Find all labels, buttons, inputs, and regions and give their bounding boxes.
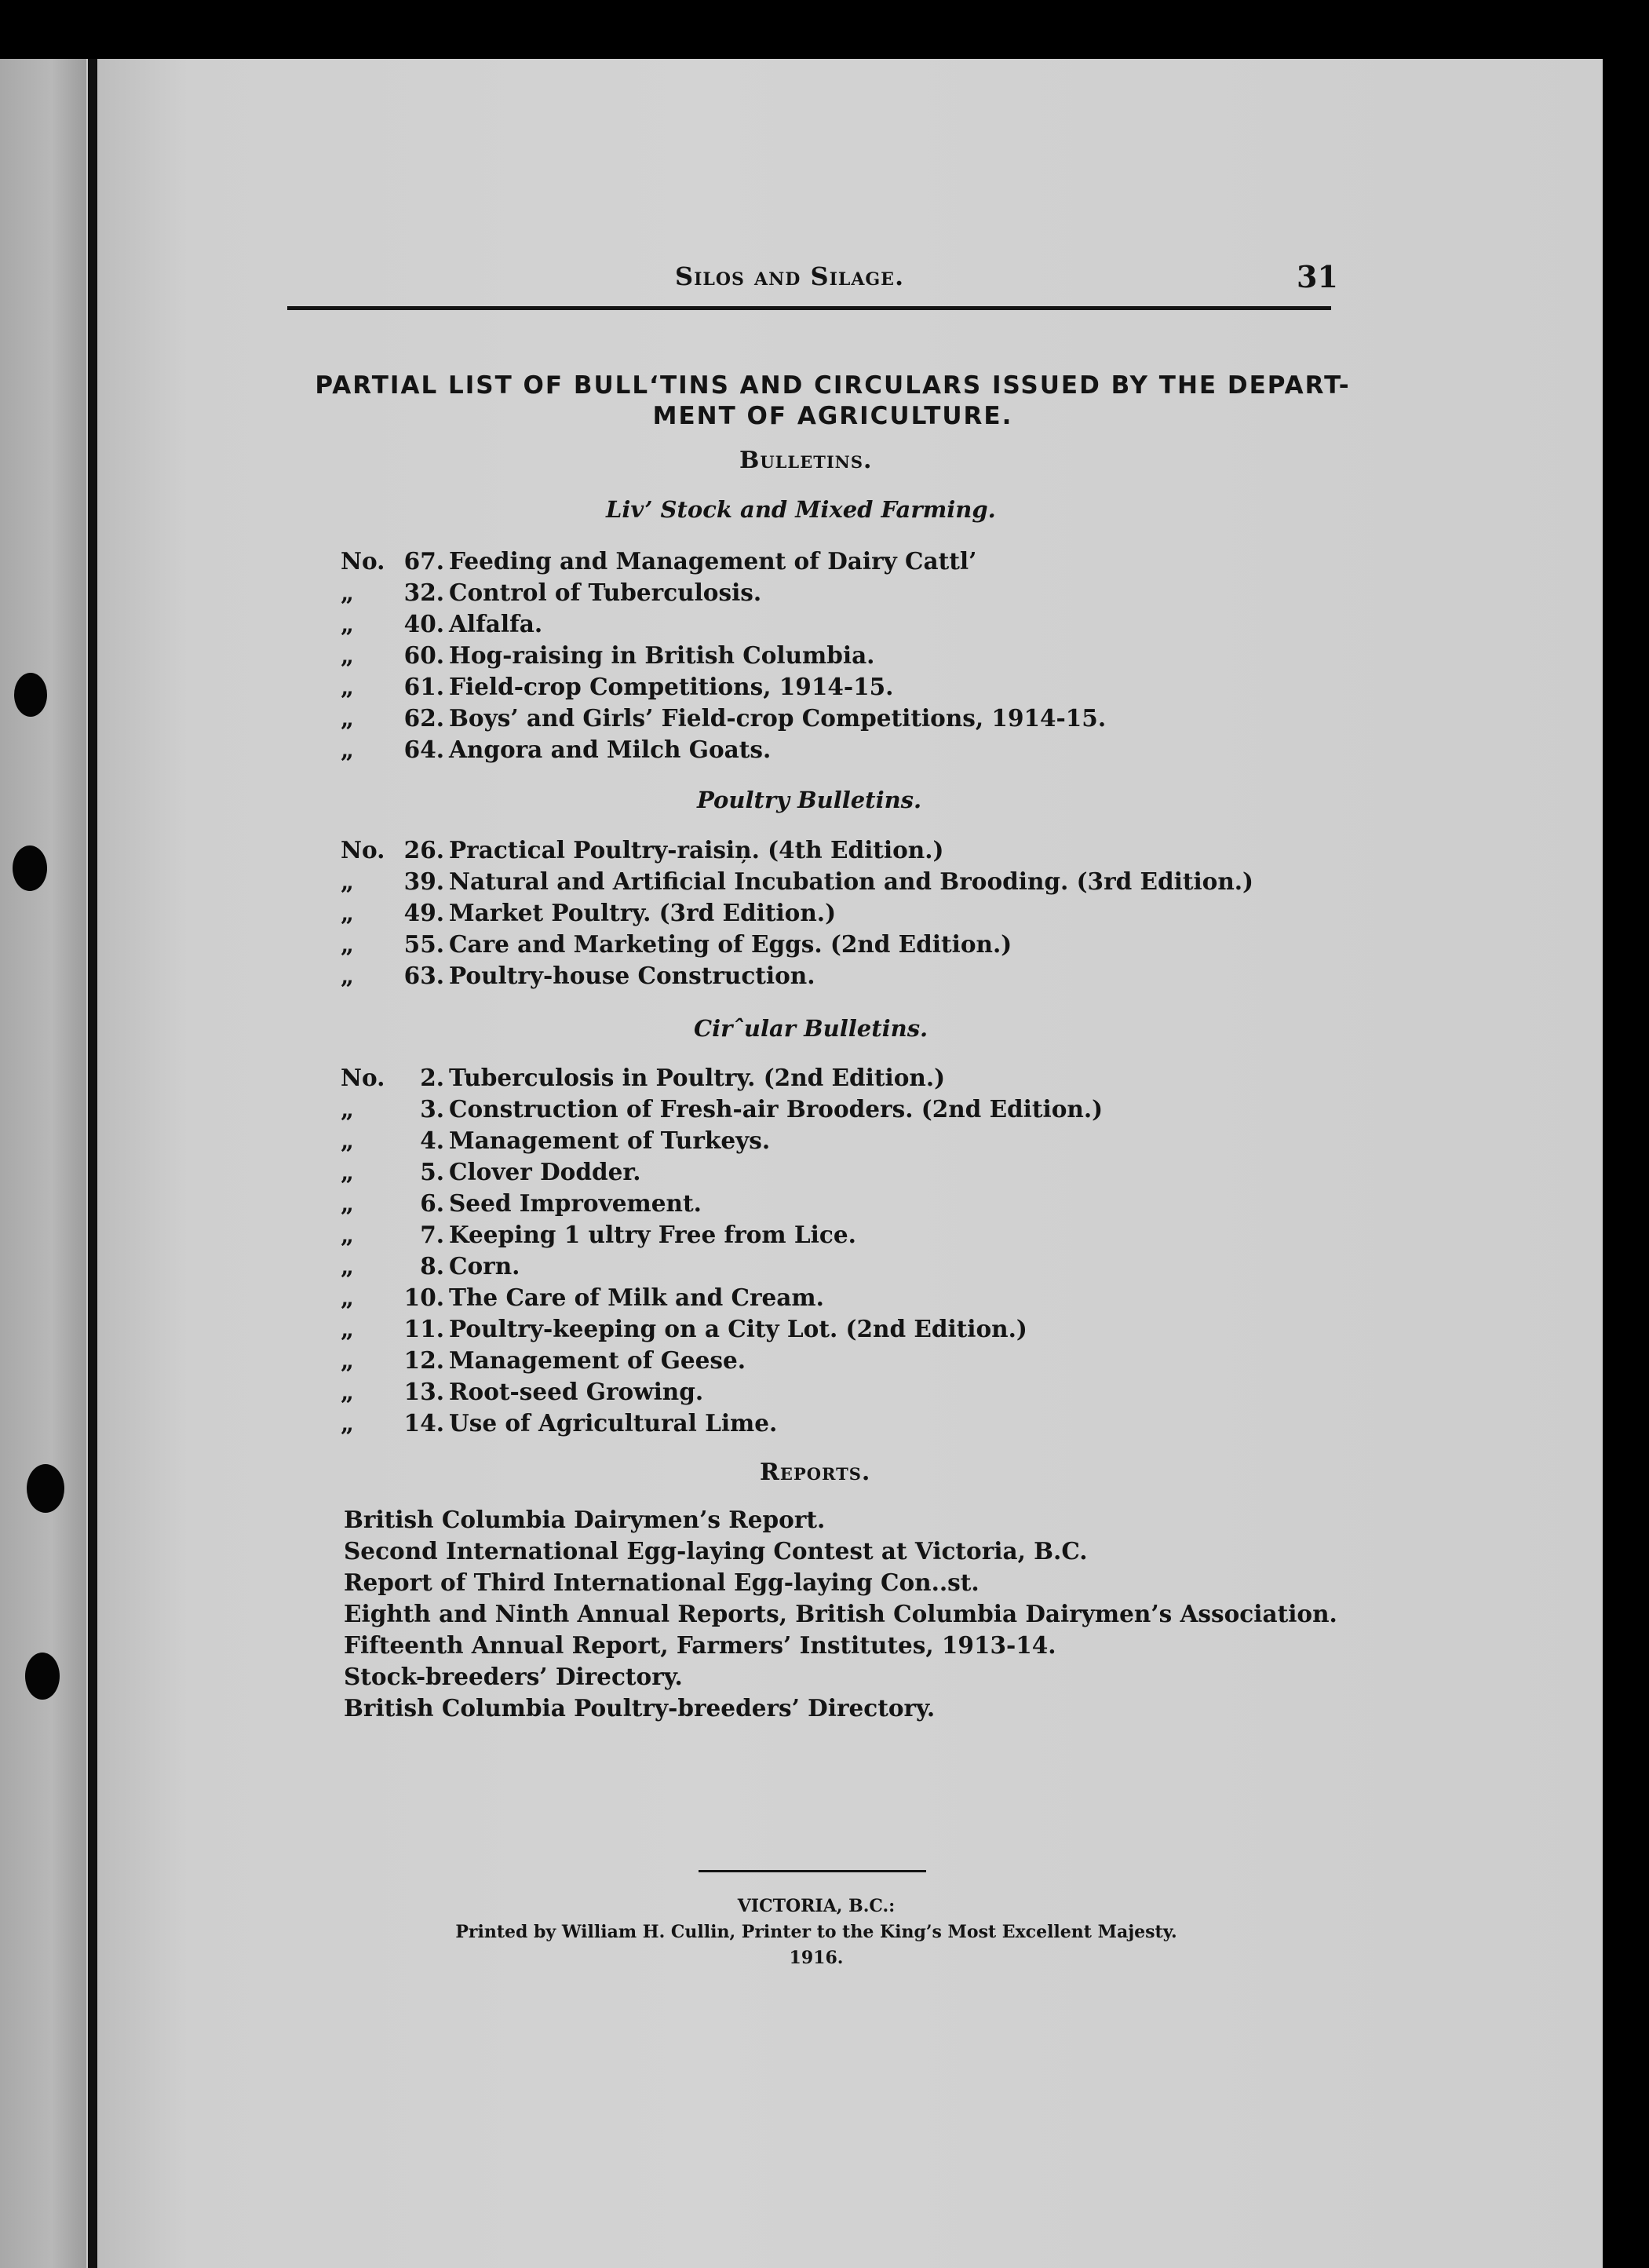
item-text: Feeding and Management of Dairy Cattl’ (449, 547, 977, 575)
item-number: 10. (403, 1284, 444, 1311)
item-number: 8. (420, 1252, 444, 1280)
list-item (341, 1284, 824, 1311)
item-prefix: „ (341, 579, 354, 606)
colophon-year: 1916. (789, 1948, 844, 1968)
bulletins-heading: Bulletins. (739, 447, 873, 474)
report-item: Eighth and Ninth Annual Reports, British Columbia Dairymen’s Association. (344, 1600, 1337, 1627)
item-text: Poultry-keeping on a City Lot. (2nd Edition.) (449, 1315, 1027, 1342)
punch-hole (14, 673, 47, 717)
section-title-poultry: Poultry Bulletins. (697, 787, 922, 813)
item-prefix: „ (341, 736, 354, 763)
item-number: 14. (403, 1409, 444, 1437)
list-item (341, 1064, 945, 1091)
list-item (341, 704, 1106, 732)
list-item (341, 547, 976, 575)
list-item (341, 899, 836, 926)
item-text: Corn. (449, 1252, 520, 1280)
item-number: 60. (403, 641, 444, 669)
item-text: Use of Agricultural Lime. (449, 1409, 778, 1437)
item-number: 67. (403, 547, 444, 575)
item-prefix: „ (341, 610, 354, 637)
item-prefix: „ (341, 673, 354, 700)
list-item (341, 736, 771, 763)
item-text: Clover Dodder. (449, 1158, 641, 1185)
item-text: Control of Tuberculosis. (449, 579, 762, 606)
list-item (341, 579, 761, 606)
header-rule (287, 306, 1331, 310)
list-item (341, 930, 1012, 958)
colophon-printer: Printed by William H. Cullin, Printer to the King’s Most Excellent Majesty. (455, 1922, 1177, 1942)
item-text: Alfalfa. (449, 610, 543, 637)
report-item: Second International Egg-laying Contest at Victoria, B.C. (344, 1537, 1088, 1565)
item-prefix: „ (341, 1346, 354, 1374)
item-number: 12. (403, 1346, 444, 1374)
item-prefix: „ (341, 962, 354, 989)
item-prefix: „ (341, 1095, 354, 1123)
item-prefix: No. (341, 547, 385, 575)
list-item (341, 1252, 520, 1280)
reports-heading: Reports. (760, 1459, 871, 1486)
item-number: 49. (403, 899, 444, 926)
item-prefix: „ (341, 641, 354, 669)
item-prefix: „ (341, 1315, 354, 1342)
list-item (341, 1095, 1103, 1123)
item-number: 55. (403, 930, 444, 958)
list-item (341, 962, 815, 989)
item-text: Poultry-house Construction. (449, 962, 815, 989)
item-text: Seed Improvement. (449, 1189, 702, 1217)
item-number: 3. (420, 1095, 444, 1123)
left-margin-strip (0, 59, 86, 2268)
report-item: Report of Third International Egg-laying Con..st. (344, 1569, 980, 1596)
item-prefix: „ (341, 930, 354, 958)
item-text: Market Poultry. (3rd Edition.) (449, 899, 837, 926)
item-text: Practical Poultry-raisiņ. (4th Edition.) (449, 836, 944, 864)
list-item (341, 1158, 640, 1185)
item-text: Management of Turkeys. (449, 1127, 771, 1154)
item-number: 7. (420, 1221, 444, 1248)
list-item (341, 1378, 703, 1405)
section-title-circular: Cirˆular Bulletins. (694, 1015, 928, 1042)
item-text: Tuberculosis in Poultry. (2nd Edition.) (449, 1064, 946, 1091)
item-text: Boys’ and Girls’ Field-crop Competitions, 1914-15. (449, 704, 1107, 732)
item-prefix: „ (341, 1409, 354, 1437)
item-number: 61. (403, 673, 444, 700)
list-item (341, 1409, 777, 1437)
item-number: 6. (420, 1189, 444, 1217)
item-number: 32. (403, 579, 444, 606)
list-item (341, 1315, 1027, 1342)
item-prefix: „ (341, 1252, 354, 1280)
item-number: 26. (403, 836, 444, 864)
item-number: 63. (403, 962, 444, 989)
item-number: 64. (403, 736, 444, 763)
item-prefix: „ (341, 1158, 354, 1185)
item-prefix: „ (341, 1189, 354, 1217)
list-item (341, 641, 874, 669)
punch-hole (27, 1464, 64, 1513)
item-prefix: „ (341, 1284, 354, 1311)
section-title-live-stock: Liv’ Stock and Mixed Farming. (606, 496, 996, 523)
item-text: Hog-raising in British Columbia. (449, 641, 875, 669)
list-item (341, 836, 943, 864)
item-text: Natural and Artificial Incubation and Brooding. (3rd Edition.) (449, 867, 1254, 895)
item-prefix: „ (341, 867, 354, 895)
list-item (341, 867, 1253, 895)
item-text: Keeping 1 ultry Free from Lice. (449, 1221, 856, 1248)
item-prefix: „ (341, 704, 354, 732)
item-number: 5. (420, 1158, 444, 1185)
report-item: British Columbia Poultry-breeders’ Directory. (344, 1694, 936, 1722)
item-prefix: „ (341, 1221, 354, 1248)
item-text: Field-crop Competitions, 1914-15. (449, 673, 894, 700)
item-prefix: No. (341, 1064, 385, 1091)
page-number: 31 (1297, 259, 1338, 294)
list-item (341, 1346, 746, 1374)
list-item (341, 610, 542, 637)
punch-hole (13, 845, 47, 891)
list-heading-line2: MENT OF AGRICULTURE. (652, 402, 1013, 430)
scanned-page-frame (0, 59, 1603, 2268)
item-number: 13. (403, 1378, 444, 1405)
item-text: Construction of Fresh-air Brooders. (2nd Edition.) (449, 1095, 1104, 1123)
report-item: Stock-breeders’ Directory. (344, 1663, 683, 1690)
colophon-rule (699, 1870, 926, 1872)
item-number: 62. (403, 704, 444, 732)
list-item (341, 1189, 702, 1217)
item-text: Angora and Milch Goats. (449, 736, 772, 763)
item-prefix: „ (341, 1378, 354, 1405)
item-number: 11. (403, 1315, 444, 1342)
item-prefix: „ (341, 899, 354, 926)
list-item (341, 1127, 770, 1154)
colophon-place: VICTORIA, B.C.: (737, 1896, 896, 1916)
list-item (341, 1221, 856, 1248)
item-number: 2. (420, 1064, 444, 1091)
item-text: Management of Geese. (449, 1346, 746, 1374)
punch-hole (25, 1653, 60, 1700)
item-number: 39. (403, 867, 444, 895)
list-item (341, 673, 893, 700)
binding-edge (88, 59, 97, 2268)
item-text: The Care of Milk and Cream. (449, 1284, 824, 1311)
report-item: Fifteenth Annual Report, Farmers’ Institutes, 1913-14. (344, 1631, 1056, 1659)
item-prefix: „ (341, 1127, 354, 1154)
item-number: 4. (420, 1127, 444, 1154)
running-head-title: Silos and Silage. (675, 261, 905, 291)
report-item: British Columbia Dairymen’s Report. (344, 1506, 826, 1533)
item-text: Care and Marketing of Eggs. (2nd Edition.) (449, 930, 1012, 958)
list-heading-line1: PARTIAL LIST OF BULL‘TINS AND CIRCULARS ISSUED BY THE DEPART- (315, 371, 1351, 400)
item-text: Root-seed Growing. (449, 1378, 704, 1405)
item-number: 40. (403, 610, 444, 637)
item-prefix: No. (341, 836, 385, 864)
